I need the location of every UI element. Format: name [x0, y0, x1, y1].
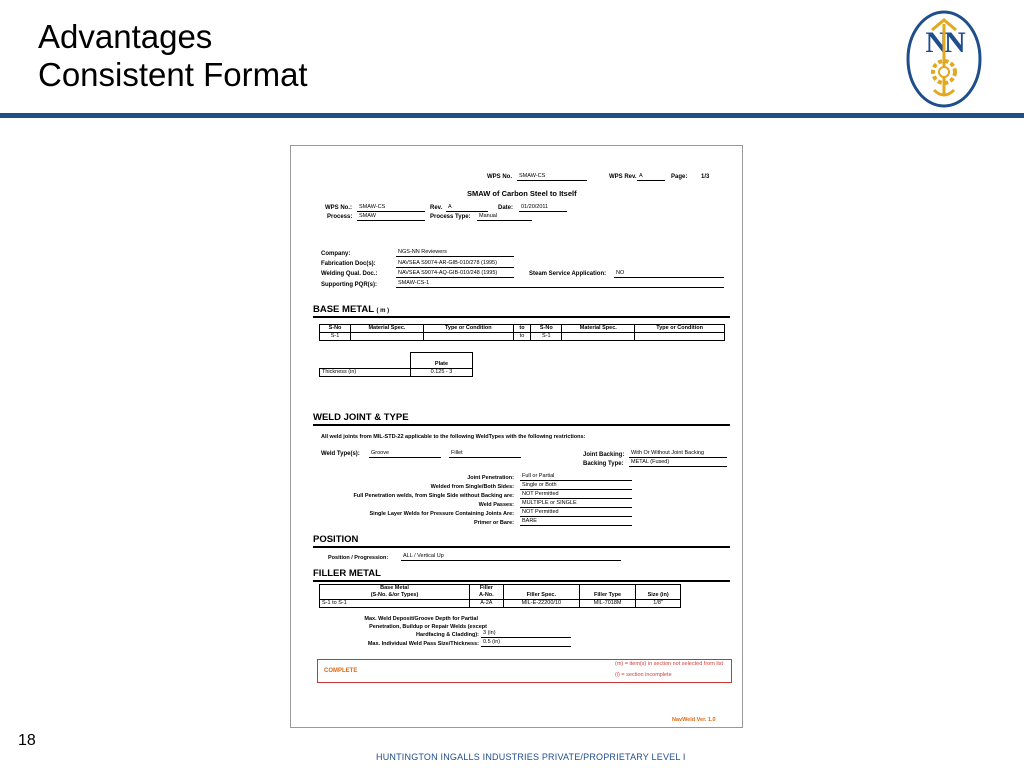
slide-title-line2: Consistent Format: [38, 56, 308, 93]
restriction-label: Primer or Bare:: [473, 520, 514, 526]
footer-text: HUNTINGTON INGALLS INDUSTRIES PRIVATE/PROPRIETARY LEVEL I: [376, 752, 686, 762]
wps-no-label: WPS No.: [487, 174, 512, 180]
base-metal-col-to: to: [513, 325, 531, 333]
status-complete: COMPLETE: [324, 668, 358, 674]
fab-doc-label: Fabrication Doc(s):: [321, 261, 376, 267]
page-number: 18: [18, 732, 36, 749]
weld-type-2: Fillet: [449, 450, 521, 458]
pqr-label: Supporting PQR(s):: [321, 282, 377, 288]
weld-types-label: Weld Type(s):: [321, 451, 360, 457]
restriction-value: NOT Permitted: [520, 491, 632, 499]
max-deposit-value: 3 (in): [481, 630, 571, 638]
base-metal-col-spec-2: Material Spec.: [562, 325, 635, 333]
slide-title-line1: Advantages: [38, 18, 213, 55]
backing-type-label: Backing Type:: [583, 461, 624, 467]
restriction-value: Single or Both: [520, 482, 632, 490]
base-metal-cell: [423, 333, 513, 341]
filler-col-anum-1: Filler: [479, 585, 493, 591]
filler-cell-type: MIL-7018M: [579, 600, 635, 608]
filler-header-row: [320, 585, 681, 600]
company-value: NGS-NN Reviewers: [396, 249, 514, 257]
base-metal-col-sno-1: S-No: [320, 325, 351, 333]
info-rev-label: Rev.: [430, 205, 443, 211]
backing-type-value: METAL (Fused): [629, 459, 727, 467]
restriction-label: Single Layer Welds for Pressure Containing Joints Are:: [369, 511, 514, 517]
restriction-label: Full Penetration welds, from Single Side without Backing are:: [353, 493, 514, 499]
table-row: [320, 369, 473, 377]
max-pass-value: 0.5 (in): [481, 639, 571, 647]
base-metal-cell: to: [513, 333, 531, 341]
joint-backing-value: With Or Without Joint Backing: [629, 450, 727, 458]
company-label: Company:: [321, 251, 351, 257]
filler-col-size: Size (in): [636, 585, 681, 600]
joint-backing-label: Joint Backing:: [583, 452, 625, 458]
wps-rev-label: WPS Rev.: [609, 174, 637, 180]
base-metal-cell: [350, 333, 423, 341]
base-metal-cell: [635, 333, 725, 341]
filler-col-anum-2: A-No.: [479, 592, 494, 598]
steam-label: Steam Service Application:: [529, 271, 607, 277]
base-metal-cell: [562, 333, 635, 341]
max-deposit-line3: Hardfacing & Cladding):: [416, 632, 479, 638]
base-metal-heading: [313, 304, 730, 318]
version-label: NavWeld Ver. 1.0: [672, 717, 716, 723]
filler-col-base-2: (S-No. &/or Types): [370, 592, 419, 598]
restriction-label: Joint Penetration:: [467, 475, 514, 481]
filler-col-spec: Filler Spec.: [503, 585, 579, 600]
thickness-value: 0.125 - 3: [411, 369, 473, 377]
restriction-value: Full or Partial: [520, 473, 632, 481]
filler-cell-anum: A-2A: [470, 600, 504, 608]
doc-title: SMAW of Carbon Steel to Itself: [467, 189, 577, 198]
filler-col-type: Filler Type: [579, 585, 635, 600]
weld-qual-value: NAVSEA S9074-AQ-GIB-010/248 (1995): [396, 270, 514, 278]
logo-text: NN: [925, 26, 963, 59]
filler-cell-base: S-1 to S-1: [320, 600, 470, 608]
restriction-value: MULTIPLE or SINGLE: [520, 500, 632, 508]
header-rule: [0, 113, 1024, 118]
info-date-label: Date:: [498, 205, 514, 211]
base-metal-col-type-2: Type or Condition: [635, 325, 725, 333]
weld-type-1: Groove: [369, 450, 441, 458]
max-deposit-line2: Penetration, Buildup or Repair Welds (except: [369, 624, 487, 630]
base-metal-heading-note: ( m ): [376, 308, 390, 314]
thickness-table: [319, 352, 473, 377]
base-metal-col-type-1: Type or Condition: [423, 325, 513, 333]
base-metal-col-sno-2: S-No: [531, 325, 562, 333]
filler-cell-size: 1/8": [636, 600, 681, 608]
page-label: Page:: [671, 174, 688, 180]
wps-rev-value: A: [637, 173, 665, 181]
position-label: Position / Progression:: [328, 555, 389, 561]
filler-cell-spec: MIL-E-22200/10: [503, 600, 579, 608]
filler-metal-heading: FILLER METAL: [313, 568, 730, 582]
weld-joint-intro: All weld joints from MIL-STD-22 applicable to the following WeldTypes with the following restrictions:: [321, 434, 586, 440]
filler-col-base-1: Base Metal: [380, 585, 409, 591]
base-metal-table: [319, 324, 725, 341]
info-rev-value: A: [446, 204, 488, 212]
info-date-value: 01/20/2011: [519, 204, 567, 212]
position-value: ALL / Vertical Up: [401, 553, 621, 561]
restriction-label: Welded from Single/Both Sides:: [430, 484, 514, 490]
slide-title: [38, 18, 308, 94]
plate-header: Plate: [411, 353, 473, 369]
table-row: [320, 600, 681, 608]
status-note-1: (m) = item(s) in section not selected from list: [615, 661, 724, 667]
weld-qual-label: Welding Qual. Doc.:: [321, 271, 378, 277]
page-value: 1/3: [701, 174, 710, 180]
filler-col-anum: [470, 585, 504, 600]
base-metal-cell: S-1: [531, 333, 562, 341]
base-metal-header-row: [320, 325, 725, 333]
base-metal-heading-text: BASE METAL: [313, 304, 374, 315]
info-wps-no-value: SMAW-CS: [357, 204, 425, 212]
weld-joint-heading: WELD JOINT & TYPE: [313, 412, 730, 426]
base-metal-cell: S-1: [320, 333, 351, 341]
steam-value: NO: [614, 270, 724, 278]
max-deposit-line1: Max. Weld Deposit/Groove Depth for Partial: [364, 616, 478, 622]
max-pass-label: Max. Individual Weld Pass Size/Thickness:: [367, 641, 479, 647]
status-box: [317, 659, 732, 683]
base-metal-col-spec-1: Material Spec.: [350, 325, 423, 333]
info-wps-no-label: WPS No.:: [325, 205, 352, 211]
pqr-value: SMAW-CS-1: [396, 280, 724, 288]
info-process-value: SMAW: [357, 213, 425, 221]
status-note-2: (i) = section incomplete: [615, 672, 672, 678]
wps-document: [290, 145, 743, 728]
info-process-label: Process:: [327, 214, 353, 220]
position-heading: POSITION: [313, 534, 730, 548]
nn-logo-icon: [906, 10, 982, 108]
thickness-label: Thickness (in): [320, 369, 411, 377]
wps-no-value: SMAW-CS: [517, 173, 587, 181]
filler-metal-table: [319, 584, 681, 608]
table-row: [320, 333, 725, 341]
info-process-type-label: Process Type:: [430, 214, 471, 220]
restriction-value: NOT Permitted: [520, 509, 632, 517]
fab-doc-value: NAVSEA S9074-AR-GIB-010/278 (1995): [396, 260, 514, 268]
filler-col-base: [320, 585, 470, 600]
info-process-type-value: Manual: [477, 213, 532, 221]
restriction-value: BARE: [520, 518, 632, 526]
restriction-label: Weld Passes:: [478, 502, 514, 508]
